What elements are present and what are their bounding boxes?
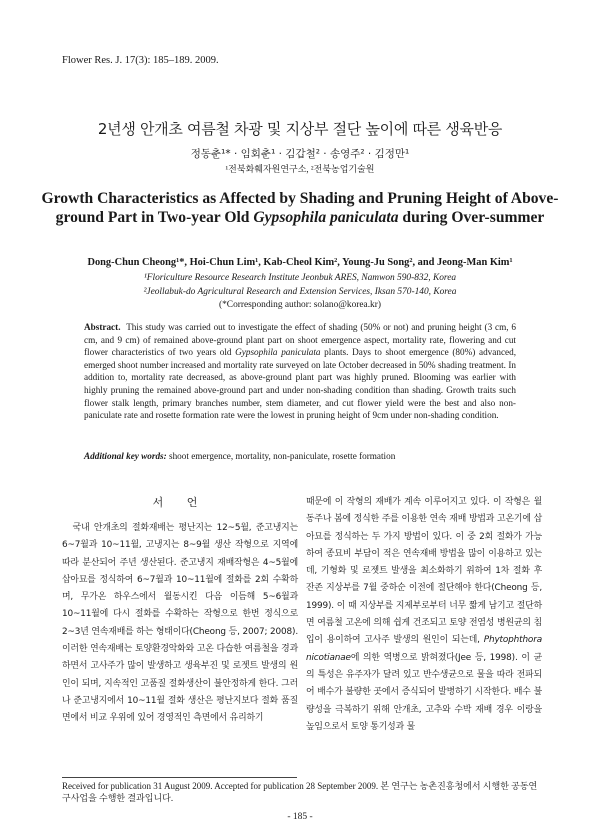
affiliation-2: ²Jeollabuk-do Agricultural Research and Extension Services, Iksan 570-140, Korea <box>143 287 457 297</box>
english-title <box>40 189 560 227</box>
section-title: 서 언 <box>152 496 208 509</box>
english-title-part2: during Over-summer <box>398 209 545 226</box>
body-right-column <box>306 494 542 736</box>
korean-affiliations: ¹전북화훼자원연구소, ²전북농업기술원 <box>225 164 375 174</box>
korean-authors: 정동춘¹* · 임회춘¹ · 김갑철² · 송영주² · 김정만¹ <box>190 148 410 160</box>
keywords-text: shoot emergence, mortality, non-paniculate, rosette formation <box>169 451 396 461</box>
right-column-text-b: 에 의한 역병으로 밝혀졌다(Jee 등, 1998). 이 균의 특성은 유주자가 달려 있고 반수생균으로 물을 따라 전파되어 배수가 불량한 곳에서 증식되어 발병하기 시작한다. 배수 불량성을 극복하기 위해 안개초, 고추와 수박 재배 경우 이랑을 높임으로서 토양 통기성과 물 <box>306 652 542 732</box>
affiliation-1: ¹Floriculture Resource Research Institute Jeonbuk ARES, Namwon 590-832, Korea <box>143 273 457 283</box>
footnote-divider <box>62 777 297 778</box>
english-title-species: Gypsophila paniculata <box>253 209 399 226</box>
abstract-text-a: This study was carried out to investigate the effect of shading (50% or not) and pruning height (3 cm, 6 cm, and 9 cm) of remained above-ground plant part on shoot emergence aspect, mortality rate, flowering and cut flower characteristics of two years old <box>84 322 516 358</box>
body-left-column: 국내 안개초의 절화재배는 평난지는 12~5월, 준고냉지는 6~7월과 10~11월, 고냉지는 8~9월 생산 작형으로 지역에 따라 분산되어 주년 생산된다. 준고냉지 재배작형은 4~5월에 삽아묘를 정식하여 6~7월과 10~11월에 절화를 2회 수확하며, 무가온 하우스에서 월동시킨 다음 이듬해 5~6월과 10~11월에 다시 절화를 수확하는 작형으로 한번 정식으로 2~3년 연속재배를 하는 형태이다(Cheong 등, 2007; 2008). 이러한 연속재배는 토양환경악화와 고온 다습한 여름철을 경과하면서 고사주가 많이 발생하고 생육부진 및 로젯트 발생의 원인이 되며, 지속적인 고품질 절화생산이 불안정하게 한다. 그러나 준고냉지에서 10~11월 절화 생산은 평난지보다 절화 품질면에서 비교 우위에 있어 경영적인 측면에서 유리하기 <box>62 523 298 724</box>
abstract <box>84 321 516 422</box>
keywords-label: Additional key words: <box>84 451 167 461</box>
right-column-text-a: 때문에 이 작형의 재배가 계속 이루어지고 있다. 이 작형은 월동주나 봄에 정식한 주를 이용한 연속 재배 방법과 고온기에 삽아묘를 정식하는 두 가지 방법이 있다. 이 중 2회 절화가 가능하여 종묘비 부담이 적은 연속재배 방법을 많이 이용하고 있는데, 기형화 및 로젯트 발생을 최소화하기 위하여 1차 절화 후 잔존 지상부를 7월 중하순 이전에 절단해야 한다(Cheong 등, 1999). 이 때 지상부를 지제부로부터 너무 짧게 남기고 절단하면 여름철 고온에 의해 쉽게 건조되고 토양 전염성 병원균의 침입이 용이하여 고사주 발생의 원인이 되는데, <box>306 497 542 646</box>
korean-title: 2년생 안개초 여름철 차광 및 지상부 절단 높이에 따른 생육반응 <box>97 120 503 138</box>
received-footnote: Received for publication 31 August 2009. Accepted for publication 28 September 2009. 본 연구는 농촌진흥청에서 시행한 공동연구사업을 수행한 결과입니다. <box>62 781 538 803</box>
english-title-part1: Growth Characteristics as Affected by Shading and Pruning Height of Above-ground Part in Two-year Old <box>41 190 559 226</box>
right-column-species: Phytophthora nicotianae <box>306 635 542 663</box>
abstract-species: Gypsophila paniculata <box>235 347 321 358</box>
abstract-text-b: plants. Days to shoot emergence (80%) advanced, emerged shoot number increased and mortality rate surveyed on late October decreased in 50% shading treatment. In addition to, mortality rate decreased, as above-ground plant part was highly pruned. Blooming was earlier with highly pruning the remained above-ground part and under non-shading condition than shading. Growth traits such flower stalk length, primary branches number, stem diameter, and cut flower yield were the best and also non-paniculate rate and rosette formation rate were the lowest in pruning height of 9cm under non-shading condition. <box>84 347 516 421</box>
keywords <box>84 451 516 461</box>
english-authors: Dong-Chun Cheong¹*, Hoi-Chun Lim¹, Kab-Cheol Kim², Young-Ju Song², and Jeong-Man Kim¹ <box>87 257 513 268</box>
page-number: - 185 - <box>287 812 313 822</box>
corresponding-author: (*Corresponding author: solano@korea.kr) <box>219 300 381 310</box>
abstract-label: Abstract. <box>84 322 121 332</box>
journal-citation: Flower Res. J. 17(3): 185–189. 2009. <box>62 55 219 66</box>
